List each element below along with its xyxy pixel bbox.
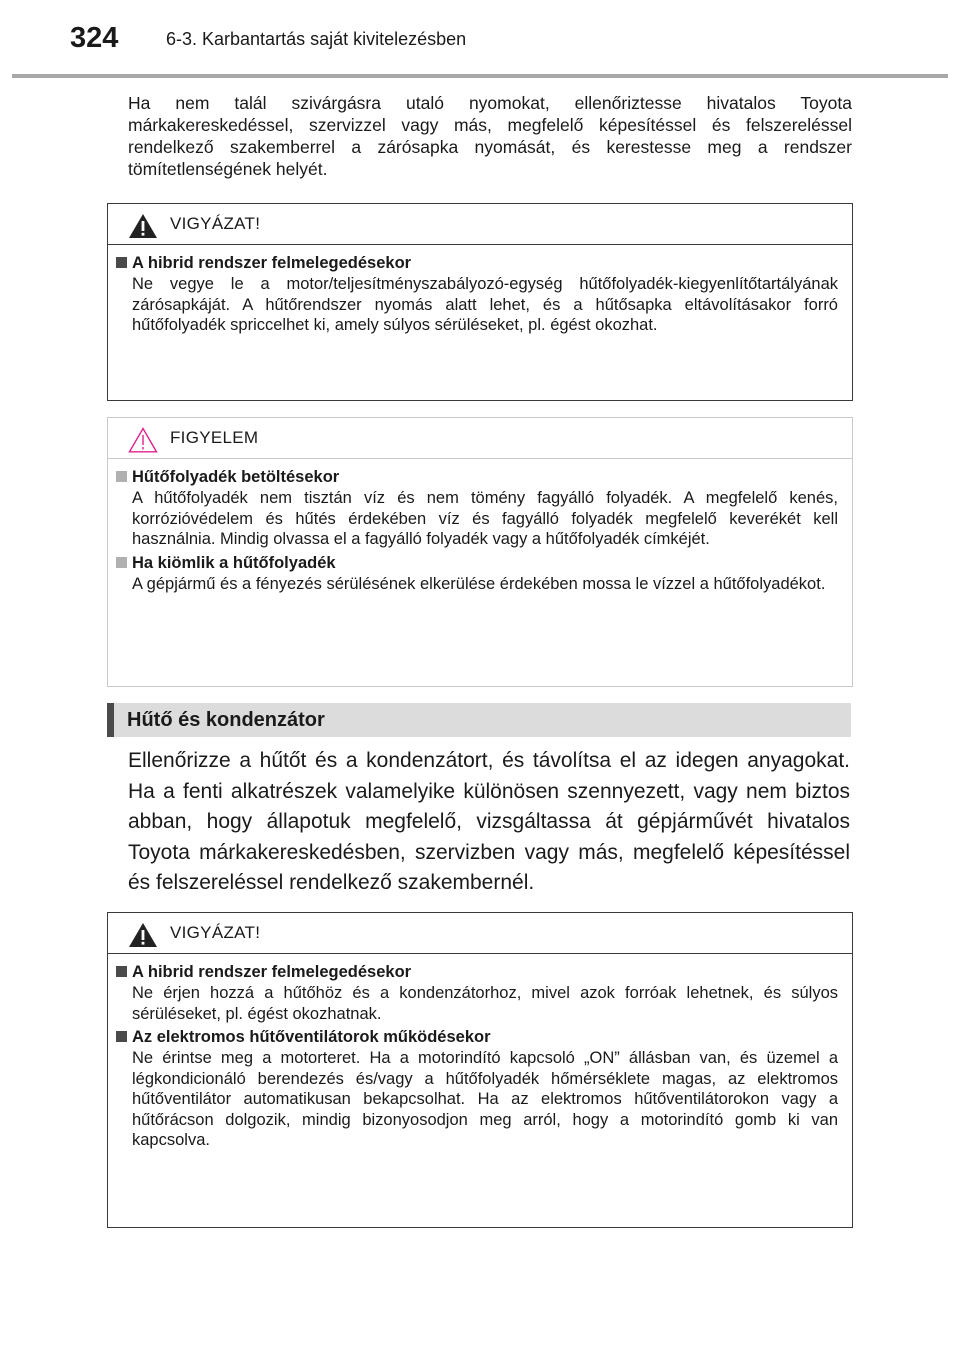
body-paragraph: Ellenőrizze a hűtőt és a kondenzátort, és távolítsa el az idegen anyagokat. Ha a fenti alkatrészek valamelyike különösen szennyezett, vagy nem biztos abban, hogy állapotuk megfelelő, vizsgáltassa át gépjárművét hivatalos Toyota márkakereskedésben, szervizben vagy más, megfelelő képesítéssel és felszereléssel rendelkező szakembernél. <box>128 749 850 894</box>
warning-box <box>107 912 853 1228</box>
page-header <box>0 0 960 80</box>
warning-box-title: VIGYÁZAT! <box>170 214 261 233</box>
warning-box-body <box>108 245 852 349</box>
warning-item-text: Ne érjen hozzá a hűtőhöz és a kondenzátorhoz, mivel azok forróak lehetnek, és súlyos sérüléseket, pl. égést okozhatnak. <box>132 984 838 1023</box>
warning-item-heading: A hibrid rendszer felmelegedésekor <box>132 963 412 981</box>
caution-box-title: FIGYELEM <box>170 428 259 447</box>
warning-box-header <box>108 913 852 954</box>
section-title: 6-3. Karbantartás saját kivitelezésben <box>166 29 467 49</box>
bullet-square-icon <box>116 471 127 482</box>
warning-item <box>114 253 838 336</box>
warning-item-text: Ne vegye le a motor/teljesítményszabályozó-egység hűtőfolyadék-kiegyenlítőtartályának zárósapkáját. A hűtőrendszer nyomás alatt lehet, és a hűtősapka eltávolításakor forró hűtőfolyadék spriccelhet ki, amely súlyos sérüléseket, pl. égést okozhat. <box>132 275 838 334</box>
header-rule <box>12 74 948 78</box>
warning-item-heading: Az elektromos hűtőventilátorok működésekor <box>132 1028 491 1046</box>
caution-item-heading: Ha kiömlik a hűtőfolyadék <box>132 553 336 572</box>
warning-triangle-icon <box>128 213 158 239</box>
warning-box <box>107 203 853 401</box>
bullet-square-icon <box>116 966 127 977</box>
heading-bar-edge <box>107 703 114 737</box>
caution-item-heading: Hűtőfolyadék betöltésekor <box>132 468 340 486</box>
section-heading-bar <box>107 703 851 737</box>
warning-item-heading: A hibrid rendszer felmelegedésekor <box>132 254 412 272</box>
warning-box-header <box>108 204 852 245</box>
caution-triangle-icon <box>128 427 158 453</box>
caution-box <box>107 417 853 687</box>
warning-box-body <box>108 954 852 1164</box>
page-number: 324 <box>70 22 119 54</box>
section-heading: Hűtő és kondenzátor <box>127 709 325 731</box>
warning-item <box>114 1027 838 1151</box>
bullet-square-icon <box>116 257 127 268</box>
caution-box-body <box>108 459 852 607</box>
caution-box-header <box>108 418 852 459</box>
warning-triangle-icon <box>128 922 158 948</box>
bullet-square-icon <box>116 1031 127 1042</box>
warning-box-title: VIGYÁZAT! <box>170 923 261 942</box>
intro-paragraph: Ha nem talál szivárgásra utaló nyomokat, ellenőriztesse hivatalos Toyota márkakereskedéssel, szervizzel vagy más, megfelelő képesítéssel és felszereléssel rendelkező szakemberrel a zárósapka nyomását, és kerestesse meg a rendszer tömítetlenségének helyét. <box>128 93 852 179</box>
caution-item-text: A hűtőfolyadék nem tisztán víz és nem tömény fagyálló folyadék. A megfelelő kenés, korrózióvédelem és hűtés érdekében víz és fagyálló folyadék megfelelő keverékét kell használnia. Mindig olvassa el a fagyálló folyadék vagy a hűtőfolyadék címkéjét. <box>132 489 838 548</box>
caution-item <box>114 467 838 550</box>
caution-item-text: A gépjármű és a fényezés sérülésének elkerülése érdekében mossa le vízzel a hűtőfolyadékot. <box>132 574 826 593</box>
bullet-square-icon <box>116 557 127 568</box>
warning-item-text: Ne érintse meg a motorteret. Ha a motorindító kapcsoló „ON” állásban van, és üzemel a légkondicionáló berendezés és/vagy a hűtőfolyadék hőmérséklete magas, az elektromos hűtőventilátor automatikusan bekapcsolhat. Ha az elektromos hűtőventilátorokon vagy a hűtőrácson dolgozik, mindig bizonyosodjon meg arról, hogy a motorindító gomb ki van kapcsolva. <box>132 1049 838 1149</box>
warning-item <box>114 962 838 1024</box>
caution-item <box>114 553 838 595</box>
